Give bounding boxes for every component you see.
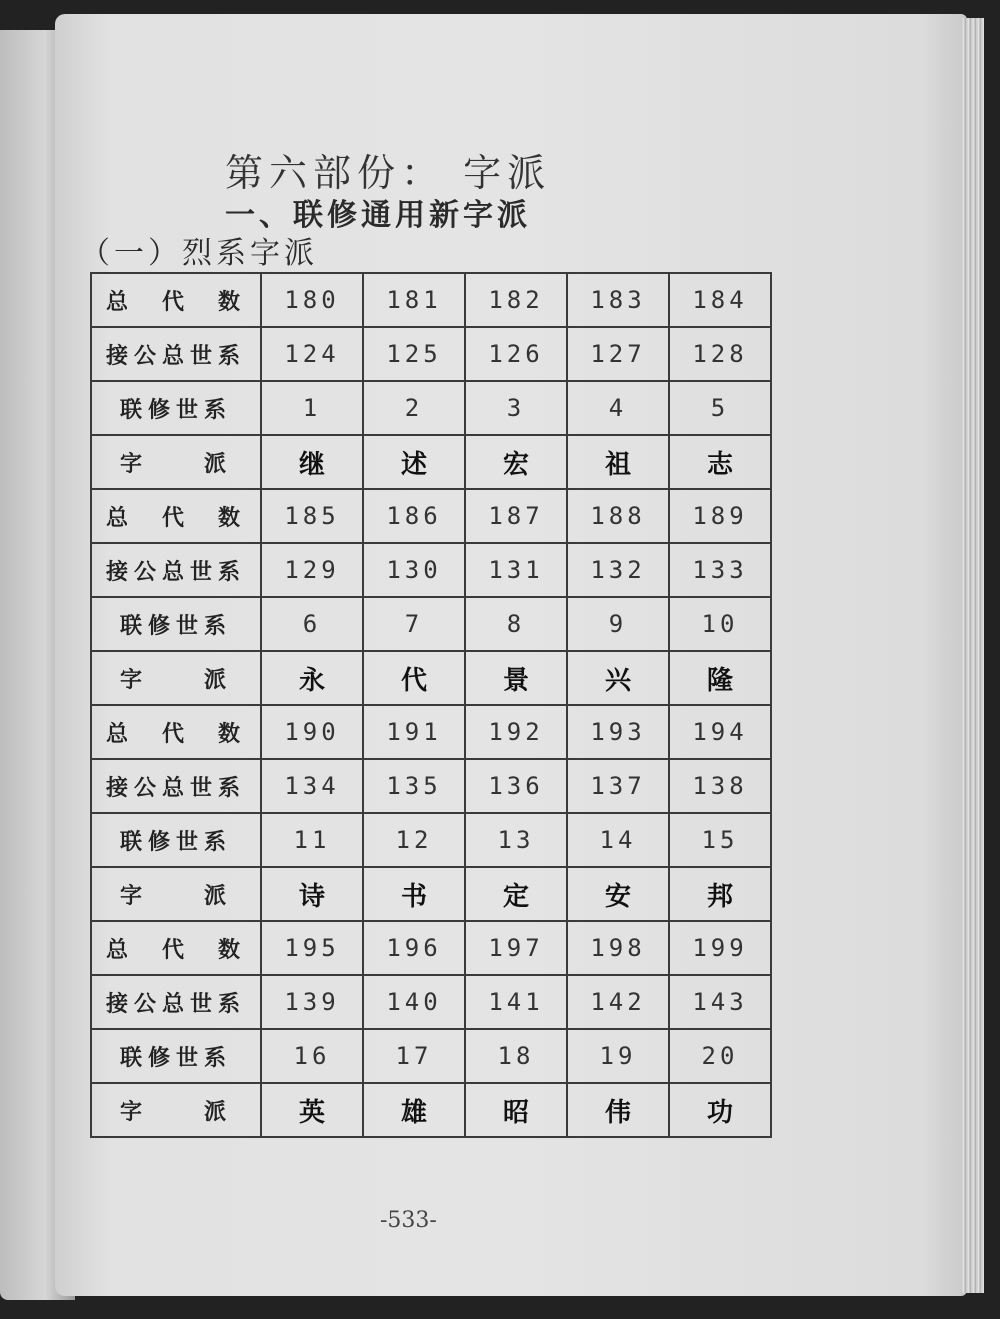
table-cell: 邦 [669,867,771,921]
table-cell: 195 [261,921,363,975]
table-cell: 192 [465,705,567,759]
table-cell: 20 [669,1029,771,1083]
row-label: 字 派 [91,867,261,921]
table-cell: 宏 [465,435,567,489]
table-cell: 15 [669,813,771,867]
table-cell: 199 [669,921,771,975]
table-cell: 隆 [669,651,771,705]
table-cell: 182 [465,273,567,327]
table-cell: 134 [261,759,363,813]
row-total-generation [91,705,771,759]
table-cell: 永 [261,651,363,705]
table-cell: 16 [261,1029,363,1083]
table-cell: 定 [465,867,567,921]
row-label: 联修世系 [91,597,261,651]
table-cell: 代 [363,651,465,705]
table-cell: 124 [261,327,363,381]
row-label: 总 代 数 [91,705,261,759]
row-label: 接公总世系 [91,759,261,813]
table-cell: 19 [567,1029,669,1083]
table-cell: 7 [363,597,465,651]
table-cell: 雄 [363,1083,465,1137]
table-cell: 194 [669,705,771,759]
row-label: 字 派 [91,1083,261,1137]
table-cell: 9 [567,597,669,651]
table-cell: 128 [669,327,771,381]
table-cell: 184 [669,273,771,327]
row-zipai [91,435,771,489]
table-cell: 138 [669,759,771,813]
table-cell: 志 [669,435,771,489]
table-cell: 13 [465,813,567,867]
table-cell: 131 [465,543,567,597]
table-cell: 190 [261,705,363,759]
table-cell: 6 [261,597,363,651]
table-cell: 127 [567,327,669,381]
row-label: 联修世系 [91,813,261,867]
table-cell: 11 [261,813,363,867]
table-cell: 196 [363,921,465,975]
table-cell: 141 [465,975,567,1029]
table-cell: 1 [261,381,363,435]
table-cell: 18 [465,1029,567,1083]
table-cell: 书 [363,867,465,921]
page-title: 第六部份： 字派 [225,151,552,195]
table-cell: 181 [363,273,465,327]
table-cell: 139 [261,975,363,1029]
row-connect-world [91,543,771,597]
table-cell: 5 [669,381,771,435]
table-cell: 197 [465,921,567,975]
table-cell: 142 [567,975,669,1029]
row-connect-world [91,327,771,381]
section-heading: （一）烈系字派 [80,236,318,271]
table-cell: 17 [363,1029,465,1083]
row-label: 总 代 数 [91,921,261,975]
table-cell: 180 [261,273,363,327]
row-zipai [91,867,771,921]
row-connect-world [91,759,771,813]
table-cell: 137 [567,759,669,813]
row-lianxiu-world [91,381,771,435]
table-cell: 136 [465,759,567,813]
table-cell: 183 [567,273,669,327]
table-cell: 187 [465,489,567,543]
table-cell: 125 [363,327,465,381]
row-label: 总 代 数 [91,489,261,543]
row-label: 联修世系 [91,1029,261,1083]
table-cell: 10 [669,597,771,651]
table-cell: 130 [363,543,465,597]
page-stack-edge [962,18,984,1293]
table-cell: 188 [567,489,669,543]
table-cell: 132 [567,543,669,597]
table-cell: 191 [363,705,465,759]
row-label: 接公总世系 [91,975,261,1029]
table-cell: 安 [567,867,669,921]
row-lianxiu-world [91,597,771,651]
row-label: 字 派 [91,651,261,705]
table-cell: 135 [363,759,465,813]
row-label: 接公总世系 [91,543,261,597]
table-cell: 143 [669,975,771,1029]
table-cell: 133 [669,543,771,597]
table-cell: 3 [465,381,567,435]
row-label: 接公总世系 [91,327,261,381]
page-subtitle: 一、联修通用新字派 [225,198,531,233]
table-cell: 12 [363,813,465,867]
table-cell: 8 [465,597,567,651]
table-cell: 198 [567,921,669,975]
zipai-table [90,272,772,1138]
row-total-generation [91,489,771,543]
row-lianxiu-world [91,813,771,867]
table-cell: 2 [363,381,465,435]
table-cell: 185 [261,489,363,543]
row-total-generation [91,921,771,975]
row-connect-world [91,975,771,1029]
table-cell: 述 [363,435,465,489]
table-cell: 140 [363,975,465,1029]
table-cell: 诗 [261,867,363,921]
table-cell: 景 [465,651,567,705]
row-total-generation [91,273,771,327]
row-label: 字 派 [91,435,261,489]
table-cell: 14 [567,813,669,867]
table-cell: 186 [363,489,465,543]
table-cell: 祖 [567,435,669,489]
table-cell: 昭 [465,1083,567,1137]
row-label: 联修世系 [91,381,261,435]
table-cell: 功 [669,1083,771,1137]
row-zipai [91,1083,771,1137]
table-cell: 继 [261,435,363,489]
row-lianxiu-world [91,1029,771,1083]
table-cell: 189 [669,489,771,543]
table-cell: 兴 [567,651,669,705]
table-cell: 英 [261,1083,363,1137]
table-cell: 126 [465,327,567,381]
table-cell: 4 [567,381,669,435]
row-zipai [91,651,771,705]
row-label: 总 代 数 [91,273,261,327]
page-number: -533- [380,1208,437,1233]
table-cell: 129 [261,543,363,597]
table-cell: 伟 [567,1083,669,1137]
table-cell: 193 [567,705,669,759]
